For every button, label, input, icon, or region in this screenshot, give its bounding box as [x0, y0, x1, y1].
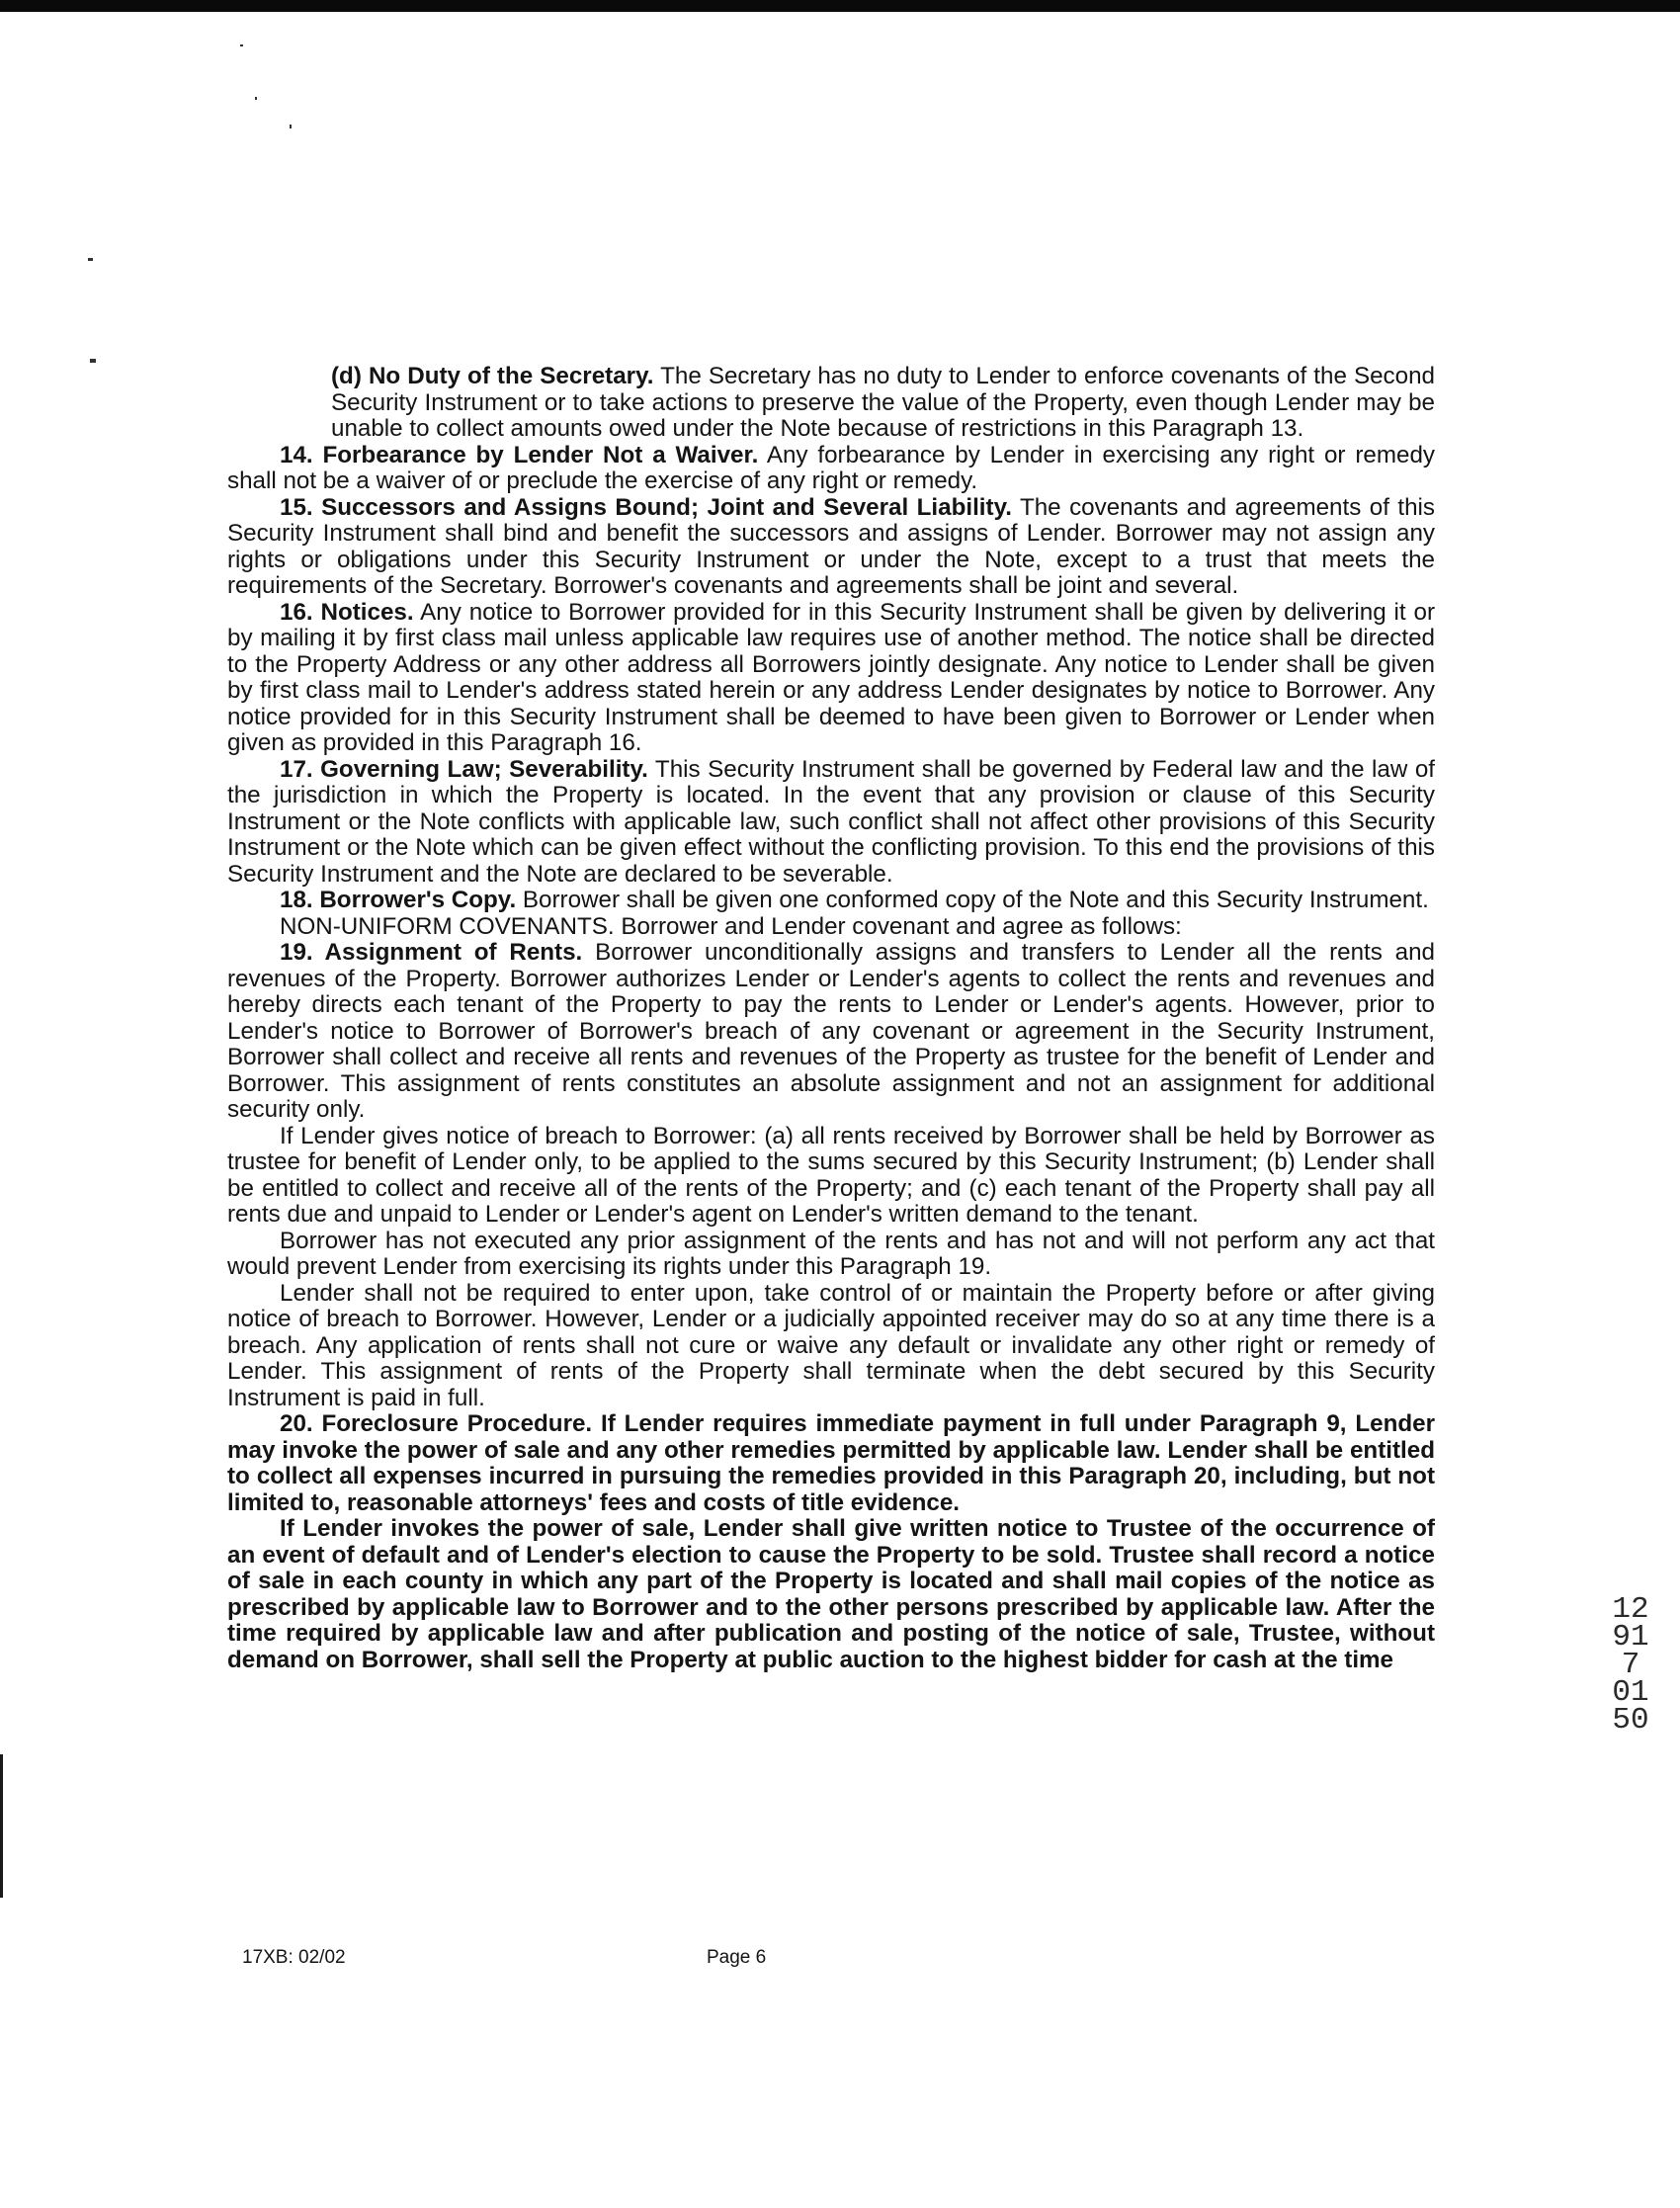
- paragraph-text: Borrower has not executed any prior assignment of the rents and has not and will not perform any act that would prevent Lender from exercising its rights under this Paragraph 19.: [227, 1227, 1435, 1280]
- paragraph-text: Borrower shall be given one conformed copy of the Note and this Security Instrument.: [516, 887, 1429, 913]
- paragraph-text: If Lender requires immediate payment in full under Paragraph 9, Lender may invoke the power of sale and any other remedies permitted by applicable law. Lender shall be entitled to collect all expenses incurred in pursuing the remedies provided in this Paragraph 20, including, but not limited to, reasonable attorneys' fees and costs of title evidence.: [227, 1410, 1435, 1516]
- paragraph-heading: 16. Notices.: [280, 598, 414, 626]
- paragraph-19d: [227, 1281, 1435, 1412]
- scan-speck: [90, 359, 96, 363]
- paragraph-heading: 19. Assignment of Rents.: [280, 939, 583, 966]
- paragraph-20b: [227, 1516, 1435, 1673]
- paragraph-19c: [227, 1229, 1435, 1281]
- paragraph-heading: 18. Borrower's Copy.: [280, 887, 517, 913]
- paragraph-18: [227, 888, 1435, 914]
- paragraph-19b: [227, 1124, 1435, 1229]
- paragraph-nuc: [227, 914, 1435, 941]
- paragraph-20: [227, 1411, 1435, 1516]
- paragraph-text: Any forbearance by Lender in exercising any right or remedy shall not be a waiver of or preclude the exercise of any right or remedy.: [227, 441, 1435, 494]
- paragraph-heading: (d) No Duty of the Secretary.: [331, 363, 654, 389]
- paragraph-text: The Secretary has no duty to Lender to enforce covenants of the Second Security Instrument or to take actions to preserve the value of the Property, even though Lender may be unable to collect amounts owed under the Note because of restrictions in this Paragraph 13.: [331, 363, 1435, 442]
- paragraph-14: [227, 443, 1435, 495]
- paragraph-text: Any notice to Borrower provided for in this Security Instrument shall be given by delivering it or by mailing it by first class mail unless applicable law requires use of another method. The notice shall be directed to the Property Address or any other address all Borrowers jointly designate. Any notice to Lender shall be given by first class mail to Lender's address stated herein or any address Lender designates by notice to Borrower. Any notice provided for in this Security Instrument shall be deemed to have been given to Borrower or Lender when given as provided in this Paragraph 16.: [227, 598, 1436, 756]
- scan-left-edge-mark: [0, 1754, 3, 1898]
- paragraph-heading: 14. Forbearance by Lender Not a Waiver.: [280, 441, 759, 468]
- scan-speck: [88, 258, 93, 261]
- paragraph-17: [227, 757, 1435, 889]
- scan-speck: [240, 44, 243, 46]
- paragraph-text: This Security Instrument shall be governed by Federal law and the law of the jurisdiction in which the Property is located. In the event that any provision or clause of this Security Instrument or the Note conflicts with applicable law, such conflict shall not affect other provisions of this Security Instrument or the Note which can be given effect without the conflicting provision. To this end the provisions of this Security Instrument and the Note are declared to be severable.: [227, 755, 1435, 888]
- paragraph-text: The covenants and agreements of this Security Instrument shall bind and benefit the successors and assigns of Lender. Borrower may not assign any rights or obligations under this Security Instrument or under the Note, except to a trust that meets the requirements of the Secretary. Borrower's covenants and agreements shall be joint and several.: [227, 493, 1436, 599]
- document-body: [227, 364, 1435, 1673]
- paragraph-heading: 20. Foreclosure Procedure.: [280, 1410, 593, 1437]
- recording-stamp: 12917 0150: [1612, 1592, 1649, 1738]
- paragraph-text: Lender shall not be required to enter upon, take control of or maintain the Property before or after giving notice of breach to Borrower. However, Lender or a judicially appointed receiver may do so at any time there is a breach. Any application of rents shall not cure or waive any default or invalidate any other right or remedy of Lender. This assignment of rents of the Property shall terminate when the debt secured by this Security Instrument is paid in full.: [227, 1279, 1435, 1411]
- scan-top-border: [0, 0, 1680, 12]
- paragraph-13d: [227, 364, 1435, 443]
- page-number: Page 6: [707, 1947, 767, 1968]
- paragraph-text: If Lender gives notice of breach to Borrower: (a) all rents received by Borrower shall be held by Borrower as trustee for benefit of Lender only, to be applied to the sums secured by this Security Instrument; (b) Lender shall be entitled to collect and receive all of the rents of the Property; and (c) each tenant of the Property shall pay all rents due and unpaid to Lender or Lender's agent on Lender's written demand to the tenant.: [227, 1122, 1435, 1228]
- paragraph-heading: 15. Successors and Assigns Bound; Joint and Several Liability.: [280, 493, 1012, 521]
- paragraph-text: Borrower unconditionally assigns and transfers to Lender all the rents and revenues of the Property. Borrower authorizes Lender or Lender's agents to collect the rents and revenues and hereby directs each tenant of the Property to pay the rents to Lender or Lender's agents. However, prior to Lender's notice to Borrower of Borrower's breach of any covenant or agreement in the Security Instrument, Borrower shall collect and receive all rents and revenues of the Property as trustee for the benefit of Lender and Borrower. This assignment of rents constitutes an absolute assignment and not an assignment for additional security only.: [227, 939, 1435, 1123]
- form-code: 17XB: 02/02: [242, 1947, 346, 1968]
- paragraph-15: [227, 495, 1435, 600]
- paragraph-19: [227, 940, 1435, 1124]
- paragraph-text: NON-UNIFORM COVENANTS. Borrower and Lender covenant and agree as follows:: [280, 912, 1182, 940]
- paragraph-16: [227, 600, 1435, 757]
- scan-speck: [290, 125, 292, 128]
- paragraph-heading: 17. Governing Law; Severability.: [280, 755, 648, 783]
- scan-speck: [255, 97, 257, 100]
- paragraph-text: If Lender invokes the power of sale, Lender shall give written notice to Trustee of the occurrence of an event of default and of Lender's election to cause the Property to be sold. Trustee shall record a notice of sale in each county in which any part of the Property is located and shall mail copies of the notice as prescribed by applicable law to Borrower and to the other persons prescribed by applicable law. After the time required by applicable law and after publication and posting of the notice of sale, Trustee, without demand on Borrower, shall sell the Property at public auction to the highest bidder for cash at the time: [227, 1515, 1435, 1673]
